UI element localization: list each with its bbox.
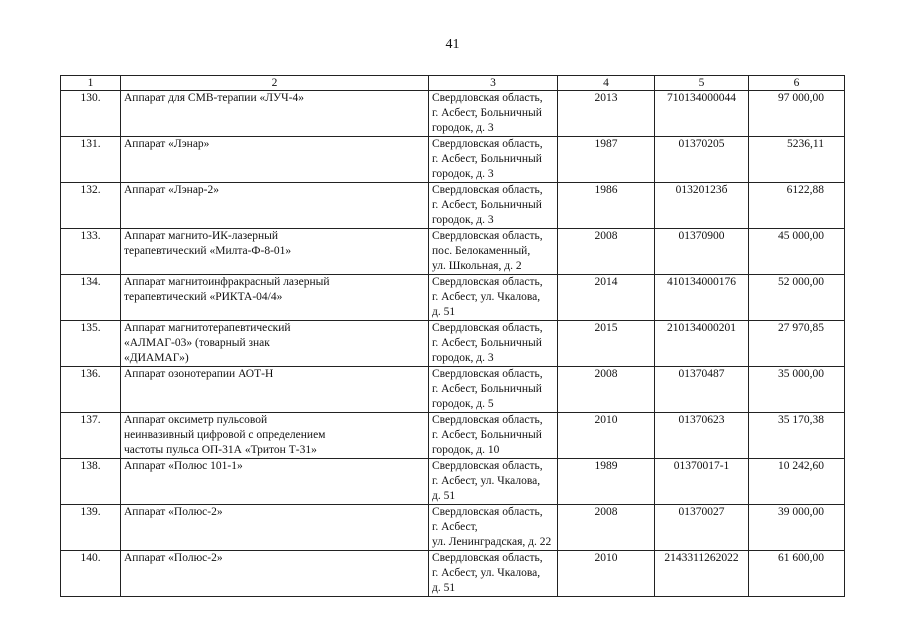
column-header-1: 1 — [61, 76, 121, 91]
table-header-row — [61, 76, 845, 91]
item-address: Свердловская область, г. Асбест, Больничный городок, д. 3 — [429, 137, 558, 183]
item-year: 2008 — [558, 505, 655, 551]
item-address: Свердловская область, г. Асбест, Больничный городок, д. 3 — [429, 183, 558, 229]
inventory-number: 410134000176 — [655, 275, 749, 321]
item-cost: 6122,88 — [749, 183, 845, 229]
column-header-6: 6 — [749, 76, 845, 91]
row-number: 137. — [61, 413, 121, 459]
item-cost: 97 000,00 — [749, 91, 845, 137]
column-header-4: 4 — [558, 76, 655, 91]
column-header-3: 3 — [429, 76, 558, 91]
item-year: 2010 — [558, 413, 655, 459]
table-row — [61, 321, 845, 367]
item-name: Аппарат «Лэнар» — [121, 137, 429, 183]
row-number: 130. — [61, 91, 121, 137]
item-name: Аппарат «Лэнар-2» — [121, 183, 429, 229]
item-year: 2013 — [558, 91, 655, 137]
row-number: 138. — [61, 459, 121, 505]
item-address: Свердловская область, г. Асбест, ул. Чкалова, д. 51 — [429, 551, 558, 597]
row-number: 134. — [61, 275, 121, 321]
property-table — [60, 75, 845, 597]
item-address: Свердловская область, г. Асбест, Больничный городок, д. 3 — [429, 321, 558, 367]
item-address: Свердловская область, г. Асбест, ул. Чкалова, д. 51 — [429, 275, 558, 321]
item-name: Аппарат магнито-ИК-лазерный терапевтический «Милта-Ф-8-01» — [121, 229, 429, 275]
row-number: 131. — [61, 137, 121, 183]
item-name: Аппарат озонотерапии АОТ-Н — [121, 367, 429, 413]
inventory-number: 01370205 — [655, 137, 749, 183]
item-year: 2015 — [558, 321, 655, 367]
item-name: Аппарат для СМВ-терапии «ЛУЧ-4» — [121, 91, 429, 137]
item-year: 1986 — [558, 183, 655, 229]
item-cost: 35 000,00 — [749, 367, 845, 413]
item-name: Аппарат магнитоинфракрасный лазерный терапевтический «РИКТА-04/4» — [121, 275, 429, 321]
item-year: 2008 — [558, 367, 655, 413]
inventory-number: 01320123б — [655, 183, 749, 229]
inventory-number: 01370900 — [655, 229, 749, 275]
item-address: Свердловская область, пос. Белокаменный, ул. Школьная, д. 2 — [429, 229, 558, 275]
item-cost: 27 970,85 — [749, 321, 845, 367]
row-number: 139. — [61, 505, 121, 551]
item-address: Свердловская область, г. Асбест, Больничный городок, д. 10 — [429, 413, 558, 459]
item-name: Аппарат «Полюс 101-1» — [121, 459, 429, 505]
inventory-number: 210134000201 — [655, 321, 749, 367]
item-year: 1989 — [558, 459, 655, 505]
table-row — [61, 229, 845, 275]
table-row — [61, 459, 845, 505]
inventory-number: 01370017-1 — [655, 459, 749, 505]
inventory-number: 01370623 — [655, 413, 749, 459]
row-number: 133. — [61, 229, 121, 275]
item-cost: 10 242,60 — [749, 459, 845, 505]
item-address: Свердловская область, г. Асбест, ул. Чкалова, д. 51 — [429, 459, 558, 505]
row-number: 132. — [61, 183, 121, 229]
item-cost: 5236,11 — [749, 137, 845, 183]
column-header-2: 2 — [121, 76, 429, 91]
table-row — [61, 183, 845, 229]
item-year: 1987 — [558, 137, 655, 183]
item-cost: 61 600,00 — [749, 551, 845, 597]
row-number: 135. — [61, 321, 121, 367]
item-name: Аппарат магнитотерапевтический «АЛМАГ-03» (товарный знак «ДИАМАГ») — [121, 321, 429, 367]
item-year: 2010 — [558, 551, 655, 597]
table-row — [61, 137, 845, 183]
inventory-number: 2143311262022 — [655, 551, 749, 597]
row-number: 136. — [61, 367, 121, 413]
item-address: Свердловская область, г. Асбест, Больничный городок, д. 3 — [429, 91, 558, 137]
inventory-number: 01370487 — [655, 367, 749, 413]
item-name: Аппарат оксиметр пульсовой неинвазивный цифровой с определением частоты пульса ОП-31А «Тритон Т-31» — [121, 413, 429, 459]
item-cost: 35 170,38 — [749, 413, 845, 459]
item-address: Свердловская область, г. Асбест, ул. Ленинградская, д. 22 — [429, 505, 558, 551]
table-row — [61, 91, 845, 137]
inventory-number: 710134000044 — [655, 91, 749, 137]
item-year: 2008 — [558, 229, 655, 275]
table-row — [61, 275, 845, 321]
table-row — [61, 505, 845, 551]
item-name: Аппарат «Полюс-2» — [121, 551, 429, 597]
row-number: 140. — [61, 551, 121, 597]
item-address: Свердловская область, г. Асбест, Больничный городок, д. 5 — [429, 367, 558, 413]
table-row — [61, 413, 845, 459]
table-row — [61, 551, 845, 597]
inventory-number: 01370027 — [655, 505, 749, 551]
page-number: 41 — [445, 37, 460, 52]
item-year: 2014 — [558, 275, 655, 321]
table-row — [61, 367, 845, 413]
column-header-5: 5 — [655, 76, 749, 91]
item-cost: 45 000,00 — [749, 229, 845, 275]
item-name: Аппарат «Полюс-2» — [121, 505, 429, 551]
item-cost: 39 000,00 — [749, 505, 845, 551]
item-cost: 52 000,00 — [749, 275, 845, 321]
